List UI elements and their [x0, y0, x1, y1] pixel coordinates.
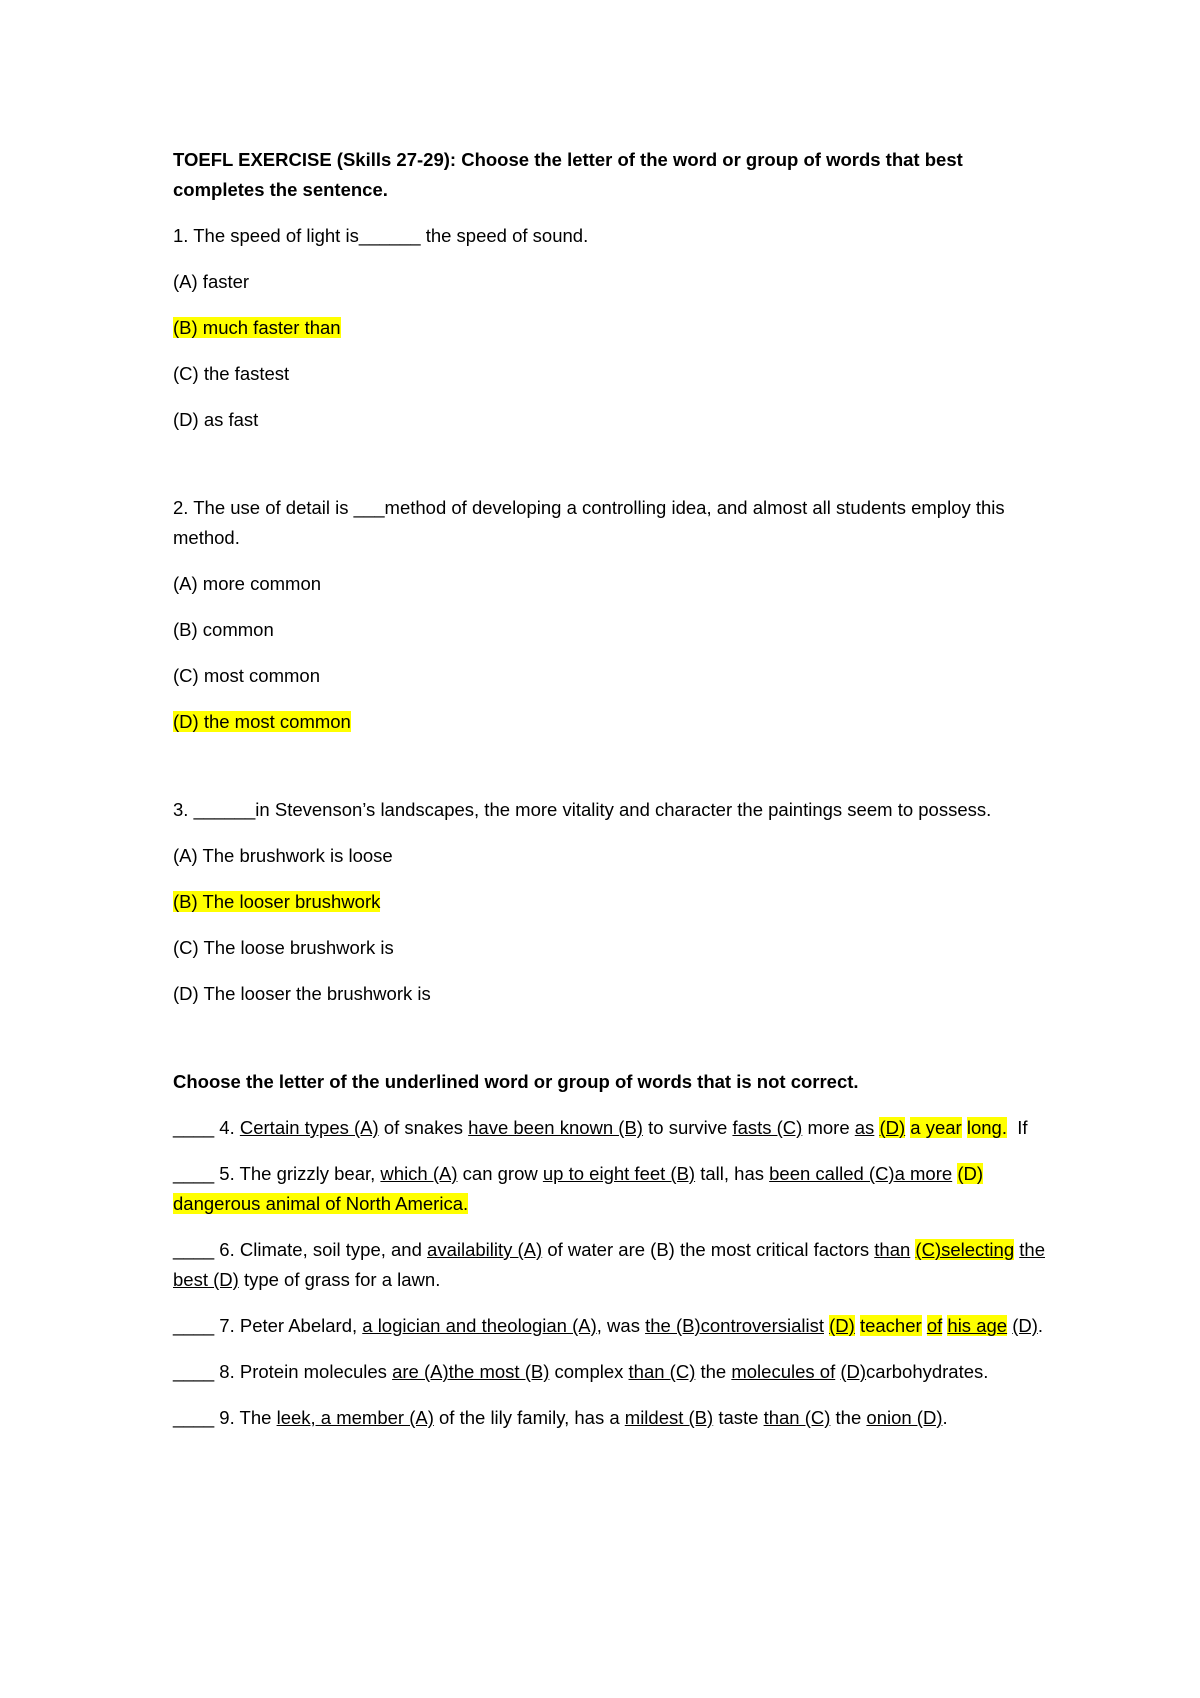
question-stem — [173, 493, 1053, 553]
error-section-title: Choose the letter of the underlined word or group of words that is not correct. — [173, 1071, 859, 1092]
question-stem — [173, 221, 1053, 251]
exercise-title: TOEFL EXERCISE (Skills 27-29): Choose the letter of the word or group of words that best completes the sentence. — [173, 149, 963, 200]
error-question-6: ____ 6. Climate, soil type, and availability (A) of water are (B) the most critical factors than (C)selecting the best (D) type of grass for a lawn. — [173, 1239, 1045, 1290]
error-question-4: ____ 4. Certain types (A) of snakes have been known (B) to survive fasts (C) more as (D) a year long. If — [173, 1117, 1028, 1138]
option-c: (C) the fastest — [173, 363, 290, 384]
highlighted-answer: (B) much faster than — [173, 317, 341, 338]
question-text: The speed of light is______ the speed of sound. — [193, 225, 589, 246]
error-question-9: ____ 9. The leek, a member (A) of the lily family, has a mildest (B) taste than (C) the onion (D). — [173, 1407, 948, 1428]
question-number: 1. — [173, 225, 189, 246]
option-c: (C) most common — [173, 665, 320, 686]
question-text: ______in Stevenson’s landscapes, the more vitality and character the paintings seem to possess. — [193, 799, 992, 820]
option-b — [173, 313, 1053, 343]
option-d — [173, 707, 1053, 737]
option-b: (B) common — [173, 619, 274, 640]
error-question-8: ____ 8. Protein molecules are (A)the most (B) complex than (C) the molecules of (D)carbohydrates. — [173, 1361, 989, 1382]
mc-question-3 — [173, 795, 1053, 1009]
option-a: (A) The brushwork is loose — [173, 845, 393, 866]
option-d: (D) The looser the brushwork is — [173, 983, 431, 1004]
question-stem — [173, 795, 1053, 825]
option-c: (C) The loose brushwork is — [173, 937, 394, 958]
option-d: (D) as fast — [173, 409, 259, 430]
mc-question-2 — [173, 493, 1053, 737]
question-number: 3. — [173, 799, 189, 820]
option-a: (A) faster — [173, 271, 250, 292]
option-b — [173, 887, 1053, 917]
highlighted-answer: (D) the most common — [173, 711, 351, 732]
error-question-7: ____ 7. Peter Abelard, a logician and theologian (A), was the (B)controversialist (D) teacher of his age (D). — [173, 1315, 1044, 1336]
question-text: The use of detail is ___method of developing a controlling idea, and almost all students employ this method. — [173, 497, 1005, 548]
option-a: (A) more common — [173, 573, 322, 594]
highlighted-answer: (B) The looser brushwork — [173, 891, 381, 912]
mc-question-1 — [173, 221, 1053, 435]
document-body — [173, 145, 1053, 1449]
question-number: 2. — [173, 497, 189, 518]
error-question-5: ____ 5. The grizzly bear, which (A) can grow up to eight feet (B) tall, has been called (C)a more (D) dangerous animal of North America. — [173, 1163, 983, 1214]
